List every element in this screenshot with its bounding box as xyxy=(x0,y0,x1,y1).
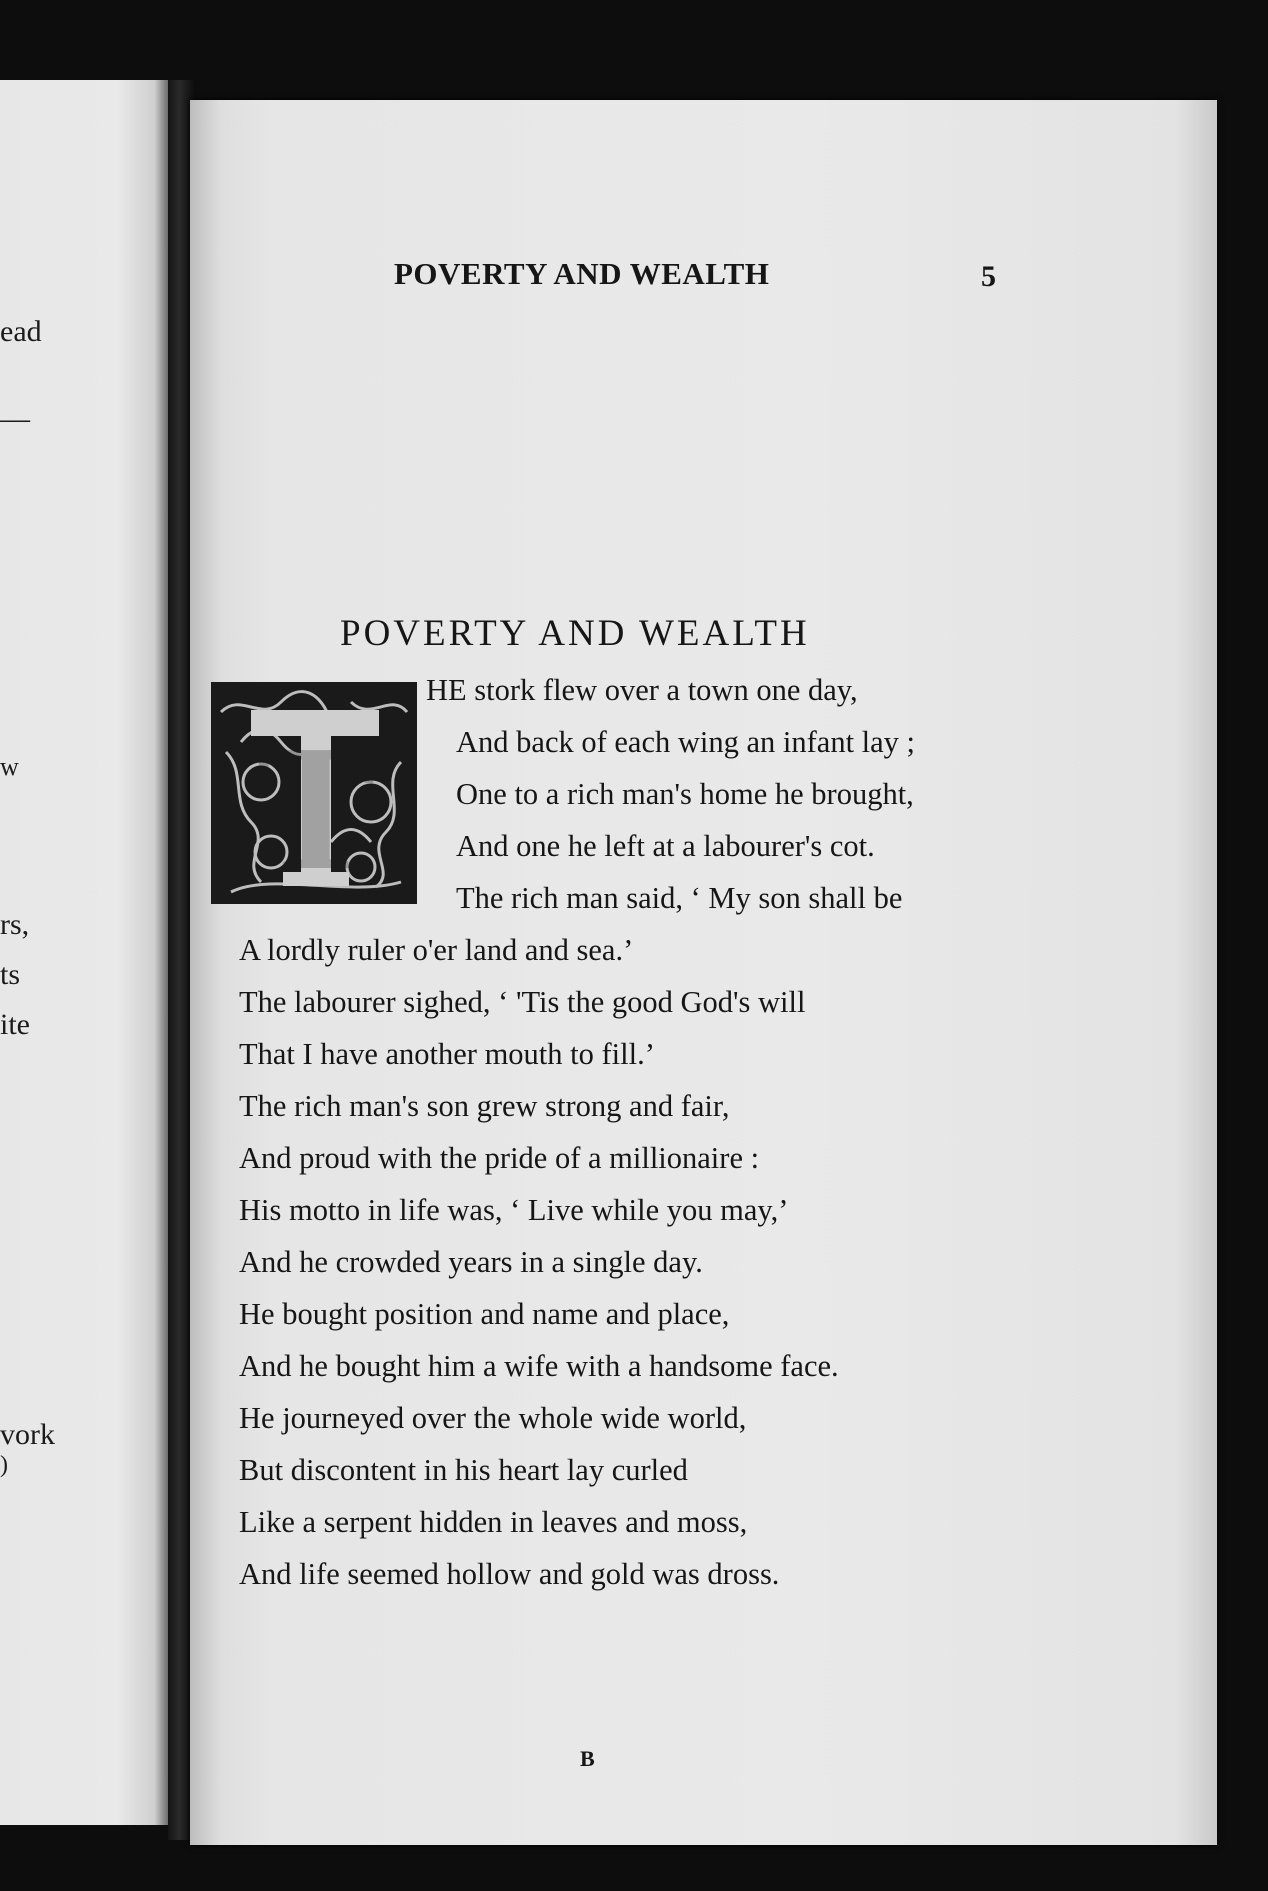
poem-line: That I have another mouth to fill.’ xyxy=(239,1037,655,1071)
poem-title: POVERTY AND WEALTH xyxy=(340,613,810,654)
poem-line: The rich man said, ‘ My son shall be xyxy=(456,881,903,915)
decorated-initial xyxy=(211,682,417,904)
left-page-fragment: ite xyxy=(0,1008,30,1041)
running-head: POVERTY AND WEALTH xyxy=(394,256,770,291)
poem-line: He journeyed over the whole wide world, xyxy=(239,1401,747,1435)
poem-line: A lordly ruler o'er land and sea.’ xyxy=(239,933,634,967)
poem-line: Like a serpent hidden in leaves and moss, xyxy=(239,1505,748,1539)
poem-line: But discontent in his heart lay curled xyxy=(239,1453,688,1487)
left-page-fragment: w xyxy=(0,752,19,781)
poem-line: One to a rich man's home he brought, xyxy=(456,777,914,811)
poem-line: The rich man's son grew strong and fair, xyxy=(239,1089,730,1123)
left-page xyxy=(0,80,168,1825)
left-page-fragment: ) xyxy=(0,1452,8,1478)
signature-mark: B xyxy=(580,1746,595,1771)
left-page-fragment: — xyxy=(0,402,30,435)
ornamental-initial-icon xyxy=(211,682,417,904)
poem-line: The labourer sighed, ‘ 'Tis the good God's will xyxy=(239,985,806,1019)
poem-line: HE stork flew over a town one day, xyxy=(426,673,858,707)
left-page-fragment: vork xyxy=(0,1418,55,1451)
page-number: 5 xyxy=(981,260,996,293)
left-page-fragment: ts xyxy=(0,958,21,991)
poem-line: And life seemed hollow and gold was dross. xyxy=(239,1557,780,1591)
left-page-fragment: rs, xyxy=(0,908,30,941)
initial-letter: T xyxy=(255,708,377,904)
poem-line: His motto in life was, ‘ Live while you may,’ xyxy=(239,1193,789,1227)
poem-line: And he bought him a wife with a handsome face. xyxy=(239,1349,839,1383)
poem-line: He bought position and name and place, xyxy=(239,1297,730,1331)
poem-line: And one he left at a labourer's cot. xyxy=(456,829,875,863)
poem-line: And back of each wing an infant lay ; xyxy=(456,725,916,759)
right-page xyxy=(190,100,1217,1845)
poem-line: And proud with the pride of a millionaire : xyxy=(239,1141,760,1175)
left-page-fragment: ead xyxy=(0,315,42,348)
poem-line: And he crowded years in a single day. xyxy=(239,1245,703,1279)
